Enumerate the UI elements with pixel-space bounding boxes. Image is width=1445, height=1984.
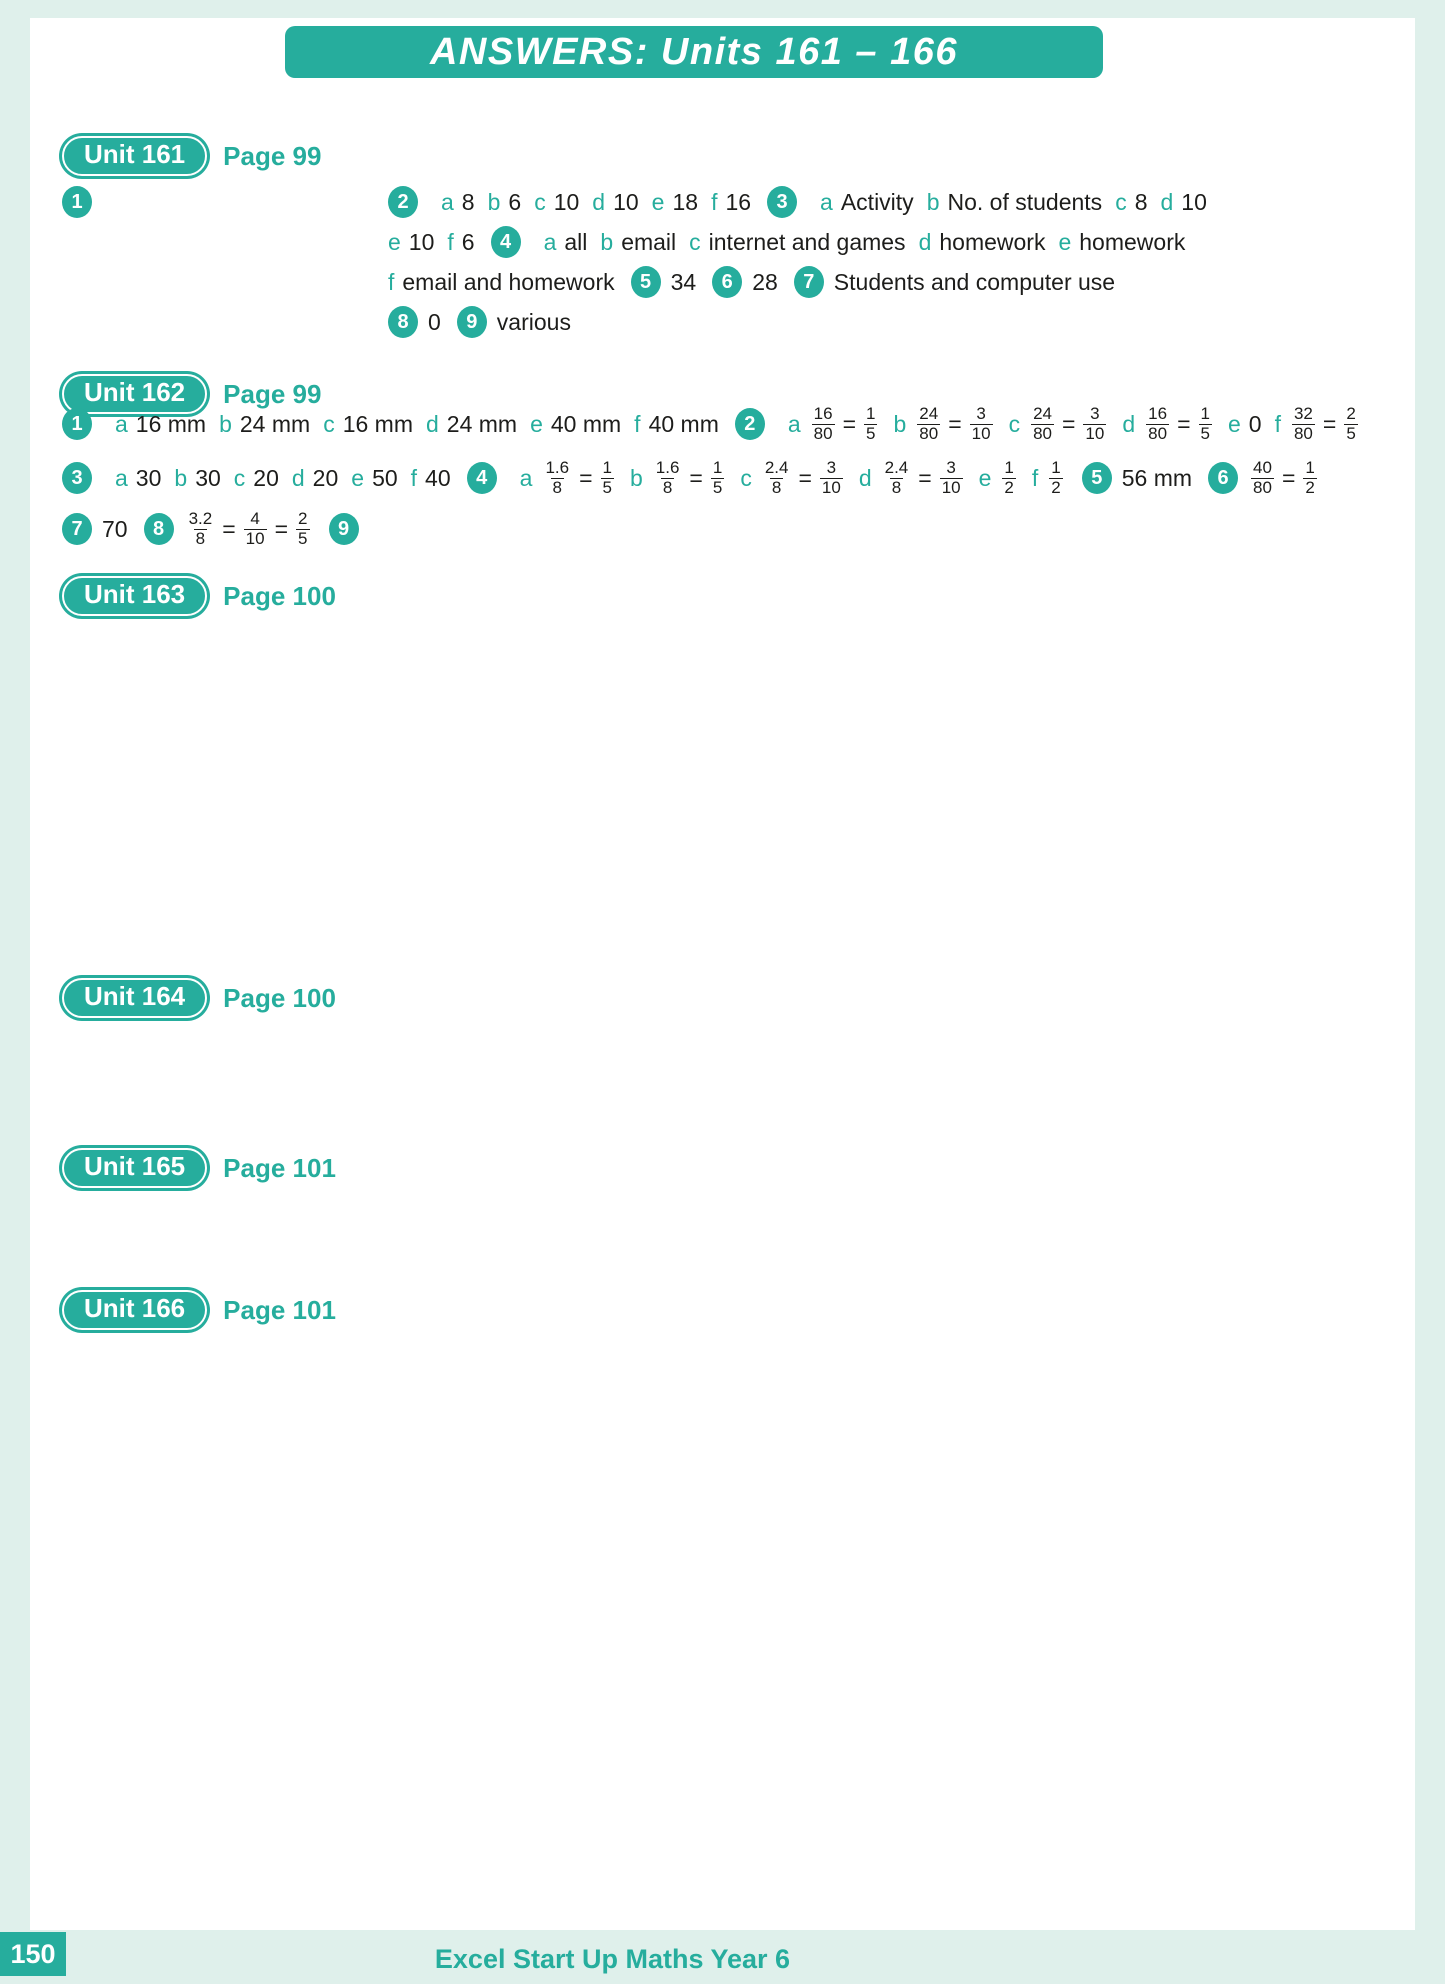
answer-badge: 3 [767,186,797,218]
answer-badge: 4 [491,226,521,258]
answer-badge: 2 [735,408,765,440]
answer-letter: b [174,464,188,491]
answer-text: No. of students [947,188,1103,215]
answer-text: 16 [725,188,752,215]
answer-text: 0 [428,308,441,335]
answer-letter: e [978,464,992,491]
answer-letter: c [323,410,335,437]
answer-text: 10 [408,228,435,255]
answer-line [388,226,1185,258]
answer-text: 0 [1248,410,1262,437]
operator: = [948,410,962,437]
book-title: Excel Start Up Maths Year 6 [434,1944,791,1974]
answer-badge: 4 [467,462,497,494]
fraction: $\frac{1}{5}$ [1200,403,1210,443]
unit-162-pill: Unit 162 [62,374,207,414]
answer-line [388,266,1115,298]
answer-text: 70 [102,515,128,542]
fraction: $\frac{16}{80}$ [813,403,833,443]
temperature-line-chart [195,1345,845,1620]
answer-line [62,505,369,553]
answer-letter: a [441,188,454,215]
answer-text: 18 [672,188,699,215]
fraction: $\frac{1}{5}$ [712,457,723,497]
answer-letter: b [219,410,232,437]
answer-text: 8 [461,188,475,215]
banner-title: ANSWERS: Units 161 – 166 [429,30,959,73]
answer-letter: b [600,228,614,255]
fraction: $\frac{1}{2}$ [1305,457,1315,497]
fraction: $\frac{3}{10}$ [1085,403,1105,443]
answer-text: 8 [1134,188,1148,215]
answer-letter: d [425,410,439,437]
unit-165-pill: Unit 165 [62,1148,207,1188]
answer-line [388,186,1207,218]
unit-163-page-ref: Page 100 [223,580,336,611]
answer-text: 20 [312,464,339,491]
answer-letter: f [634,410,641,437]
answer-text: 20 [253,464,279,491]
fraction: $\frac{40}{80}$ [1253,457,1272,497]
fraction: $\frac{1}{2}$ [1051,457,1061,497]
fraction: $\frac{24}{80}$ [919,403,939,443]
answer-letter: c [233,464,246,491]
answer-text: email and homework [402,268,615,295]
fraction: $\frac{24}{80}$ [1033,403,1052,443]
unit-162-page-ref: Page 99 [223,378,322,409]
answer-letter: e [1058,228,1072,255]
answer-text: email [621,228,677,255]
answer-text: 24 mm [446,410,518,437]
operator: = [1281,464,1296,491]
answer-text: 24 mm [239,410,311,437]
answer-badge: 6 [1208,462,1238,494]
answer-text: 6 [508,188,522,215]
answer-letter: c [689,228,701,255]
ice-cream-pie-chart [860,703,1200,953]
question-1-badge [62,186,102,218]
answer-letter: d [858,464,872,491]
answer-letter: f [410,464,418,491]
answer-letter: b [893,410,907,437]
unit-166-header [62,1290,336,1330]
answer-text: various [496,308,571,335]
unit-163-pill: Unit 163 [62,576,207,616]
fraction: $\frac{2.4}{8}$ [884,457,909,497]
fraction: $\frac{3}{10}$ [971,403,991,443]
answer-text: internet and games [708,228,906,255]
answer-text: 10 [613,188,639,215]
answer-text: homework [1079,228,1186,255]
unit-163-header [62,576,336,616]
page-banner [285,26,1103,78]
answer-text: all [564,228,588,255]
answer-letter: a [519,464,533,491]
answer-letter: c [740,464,752,491]
fraction: $\frac{3.2}{8}$ [188,508,213,548]
answer-line [388,306,571,338]
answer-text: 10 [1181,188,1207,215]
unit-165-page-ref: Page 101 [223,1152,336,1183]
answer-line [62,398,1361,450]
answer-text: Activity [840,188,914,215]
answer-text: Students and computer use [833,268,1116,295]
answer-text: 16 mm [342,410,413,437]
answer-letter: b [487,188,501,215]
answer-line [62,452,1320,504]
answer-letter: d [918,228,932,255]
answer-letter: d [592,188,606,215]
answer-letter: c [1115,188,1127,215]
fraction: $\frac{3}{10}$ [941,457,961,497]
answer-badge: 8 [144,513,174,545]
answer-badge: 5 [1082,462,1112,494]
operator: = [798,464,812,491]
answer-letter: d [291,464,305,491]
fraction: $\frac{1.6}{8}$ [655,457,680,497]
unit-166-pill: Unit 166 [62,1290,207,1330]
unit-164-header [62,978,336,1018]
answer-text: 28 [752,268,778,295]
operator: = [1177,410,1191,437]
operator: = [579,464,593,491]
operator: = [918,464,932,491]
unit-166-page-ref: Page 101 [223,1294,336,1325]
operator: = [1322,410,1337,437]
answer-letter: f [388,268,395,295]
answer-letter: f [1274,410,1281,437]
operator: = [689,464,703,491]
answer-letter: d [1160,188,1174,215]
answer-text: 50 [372,464,398,491]
answer-badge: 3 [62,462,92,494]
unit-165-header [62,1148,336,1188]
unit-161-pill: Unit 161 [62,136,207,176]
answer-letter: f [1031,464,1039,491]
answer-badge: 7 [794,266,824,298]
answer-letter: c [1008,410,1021,437]
unit-164-page-ref: Page 100 [223,982,336,1013]
answer-letter: f [711,188,718,215]
answer-text: 10 [553,188,580,215]
fraction: $\frac{1}{5}$ [866,403,876,443]
answer-letter: a [115,464,128,491]
answer-badge: 5 [631,266,661,298]
answer-badge: 7 [62,513,92,545]
answer-letter: b [926,188,940,215]
fraction: $\frac{2.4}{8}$ [764,457,789,497]
answer-badge: 2 [388,186,418,218]
answer-letter: e [388,228,401,255]
answer-letter: e [1227,410,1241,437]
answer-letter: f [447,228,454,255]
answer-text: 40 mm [648,410,719,437]
fraction: $\frac{2}{5}$ [298,508,308,548]
answer-text: 34 [670,268,697,295]
answer-letter: b [629,464,643,491]
answer-badge: 1 [62,408,92,440]
fraction: $\frac{3}{10}$ [821,457,841,497]
unit-164-pill: Unit 164 [62,978,207,1018]
answer-text: 56 mm [1121,464,1193,491]
page-number: 150 [0,1932,66,1976]
answer-badge: 6 [712,266,742,298]
answer-badge: 1 [62,186,92,218]
unit-161-header [62,136,321,176]
operator: = [1061,410,1076,437]
answer-letter: c [534,188,546,215]
answer-text: 40 mm [550,410,622,437]
answer-text: 40 [425,464,451,491]
answer-text: 30 [195,464,221,491]
answer-text: 6 [461,228,475,255]
unit-161-page-ref: Page 99 [223,140,322,171]
answer-badge: 9 [329,513,359,545]
operator: = [842,410,857,437]
answer-text: 16 mm [135,410,207,437]
answer-badge: 8 [388,306,418,338]
answer-letter: a [543,228,557,255]
fraction: $\frac{4}{10}$ [245,508,265,548]
fraction: $\frac{16}{80}$ [1148,403,1168,443]
answer-letter: a [115,410,128,437]
answer-letter: e [351,464,365,491]
answer-letter: a [820,188,833,215]
fraction: $\frac{1}{5}$ [602,457,612,497]
answer-letter: e [530,410,543,437]
fraction: $\frac{32}{80}$ [1293,403,1313,443]
operator: = [274,515,289,542]
answer-letter: d [1122,410,1136,437]
answer-text: homework [939,228,1046,255]
fraction: $\frac{1.6}{8}$ [545,457,570,497]
fraction: $\frac{1}{2}$ [1004,457,1014,497]
answer-text: 30 [135,464,162,491]
operator: = [222,515,236,542]
fraction: $\frac{2}{5}$ [1346,403,1356,443]
answer-badge: 9 [457,306,487,338]
answer-letter: e [651,188,665,215]
distance-time-line-chart [95,1626,770,1936]
answer-letter: a [787,410,801,437]
